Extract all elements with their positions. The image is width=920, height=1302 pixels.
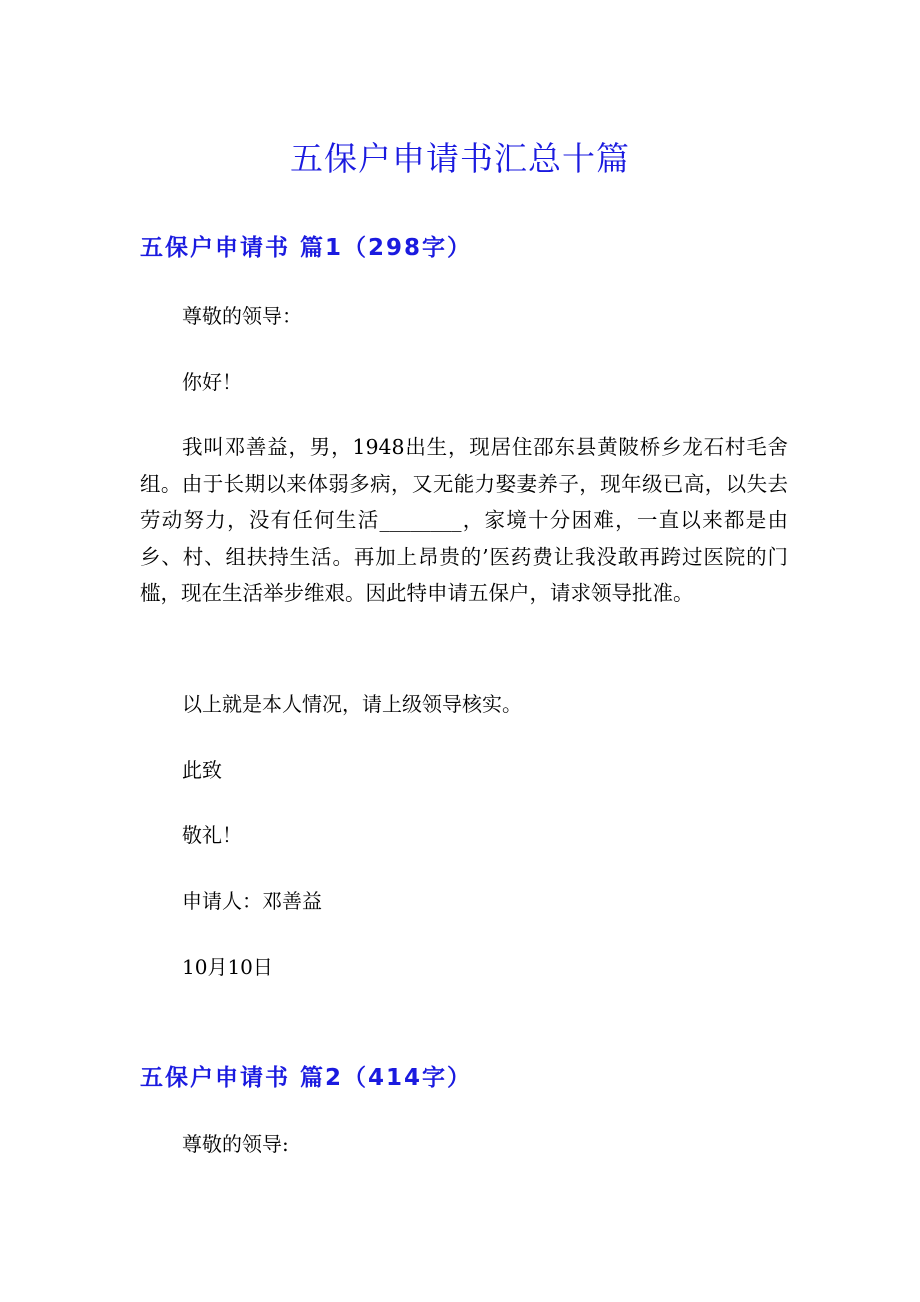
- closing-2: 敬礼！: [182, 823, 242, 847]
- salutation-2: 尊敬的领导:: [182, 1132, 289, 1156]
- salutation-1: 尊敬的领导：: [182, 304, 302, 328]
- closing-note-1: 以上就是本人情况，请上级领导核实。: [182, 692, 522, 716]
- signature-1: 申请人：邓善益: [182, 889, 322, 913]
- section-heading-1: 五保户申请书 篇1（298字）: [140, 235, 473, 261]
- date-1: 10月10日: [182, 955, 273, 979]
- body-paragraph-1: 我叫邓善益，男，1948出生，现居住邵东县黄陂桥乡龙石村毛舍组。由于长期以来体弱多病，又无能力娶妻养子，现年级已高，以失去劳动努力，没有任何生活________，家境十分困难，一直以来都是由乡、村、组扶持生活。再加上昂贵的’医药费让我没敢再跨过医院的门槛，现在生活举步维艰。因此特申请五保户，请求领导批准。: [140, 435, 788, 605]
- greeting-1: 你好！: [182, 370, 242, 394]
- closing-1: 此致: [182, 758, 222, 782]
- document-title: 五保户申请书汇总十篇: [290, 139, 630, 178]
- section-heading-2: 五保户申请书 篇2（414字）: [140, 1065, 473, 1091]
